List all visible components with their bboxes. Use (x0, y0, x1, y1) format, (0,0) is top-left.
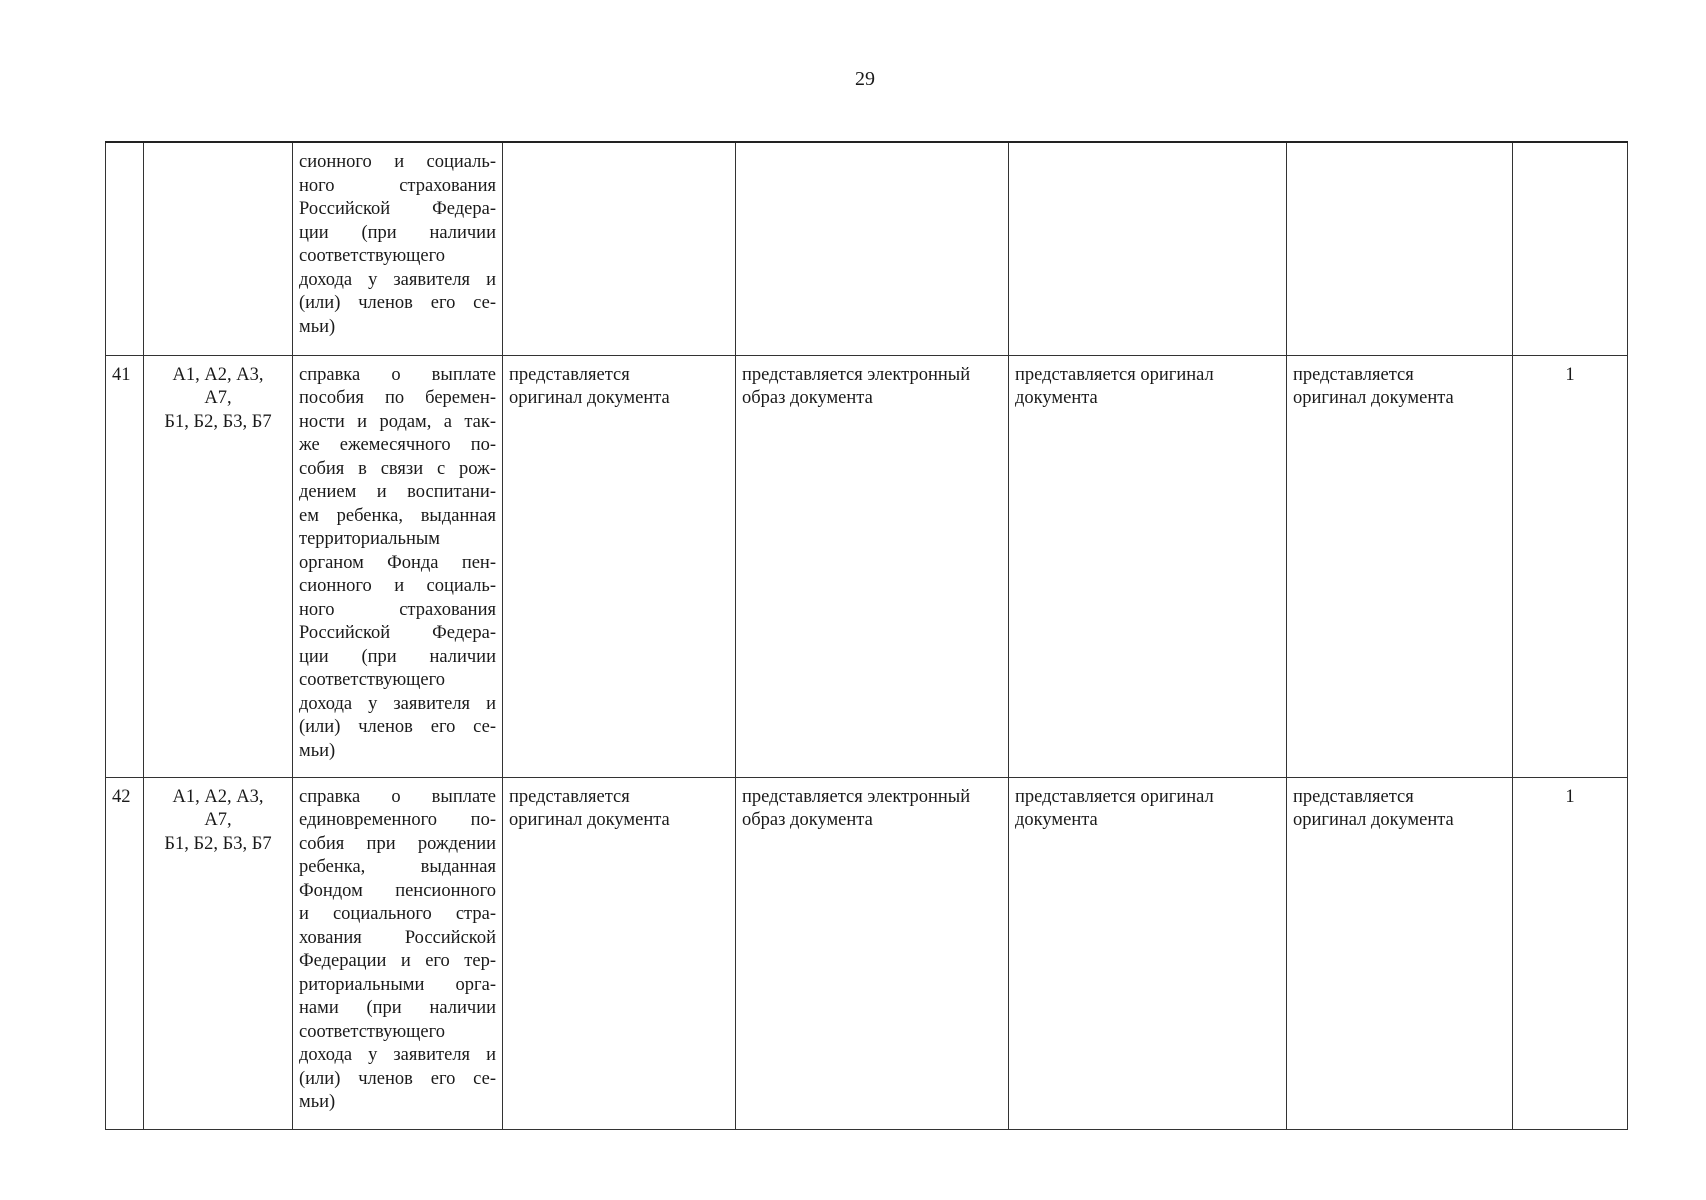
table-row (106, 142, 1628, 355)
row-number-cell: 41 (106, 355, 144, 777)
cell-text-line: представляется (1293, 786, 1414, 807)
cell-text-line: нами (при наличии (299, 998, 496, 1018)
cell-text-line: А1, А2, А3, (172, 364, 264, 385)
cell-text-line: оригинал документа (509, 388, 670, 408)
cell-text-line: мьи) (299, 1092, 336, 1112)
document-description-cell (293, 355, 503, 777)
quantity-cell (1513, 142, 1628, 355)
submission-method-cell (736, 355, 1009, 777)
table-row (106, 777, 1628, 1129)
cell-text-line: мьи) (299, 316, 336, 337)
document-description-cell (293, 142, 503, 355)
cell-text-line: ции (при наличии (299, 646, 496, 667)
cell-text-line: оригинал документа (1293, 388, 1454, 408)
table-row (106, 355, 1628, 777)
cell-text-line: представляется электронный (742, 786, 971, 807)
cell-text-line: собия при рождении (299, 833, 496, 854)
cell-text-line: риториальными орга- (299, 974, 496, 995)
cell-text-line: Б1, Б2, Б3, Б7 (164, 411, 272, 432)
submission-method-cell (736, 777, 1009, 1129)
cell-text-line: представляется (1293, 364, 1414, 385)
cell-text-line: справка о выплате (299, 786, 496, 807)
submission-method-cell (1009, 142, 1287, 355)
submission-method-cell (503, 142, 736, 355)
documents-table (105, 141, 1628, 1130)
cell-text-line: Российской Федера- (299, 199, 496, 219)
cell-text-line: дохода у заявителя и (299, 693, 496, 714)
cell-text-line: справка о выплате (299, 364, 496, 385)
cell-text-line: ребенка, выданная (299, 857, 496, 877)
cell-text-line: пособия по беремен- (299, 388, 496, 408)
category-codes-cell (144, 355, 293, 777)
cell-text-line: документа (1015, 388, 1098, 408)
submission-method-cell (1009, 355, 1287, 777)
cell-text-line: сионного и социаль- (299, 576, 496, 596)
cell-text-line: представляется оригинал (1015, 364, 1214, 385)
cell-text-line: Б1, Б2, Б3, Б7 (164, 833, 272, 854)
cell-text-line: (или) членов его се- (299, 717, 496, 737)
cell-text-line: образ документа (742, 388, 873, 408)
submission-method-cell (503, 355, 736, 777)
submission-method-cell (1287, 142, 1513, 355)
cell-text-line: единовременного по- (299, 810, 496, 830)
cell-text-line: мьи) (299, 740, 336, 761)
cell-text-line: Федерации и его тер- (299, 951, 496, 971)
cell-text-line: образ документа (742, 810, 873, 830)
category-codes-cell (144, 142, 293, 355)
cell-text-line: ем ребенка, выданная (299, 505, 496, 526)
cell-text-line: оригинал документа (1293, 810, 1454, 830)
cell-text-line: ного страхования (299, 599, 496, 620)
cell-text-line: представляется электронный (742, 364, 971, 385)
document-description-cell (293, 777, 503, 1129)
cell-text-line: ного страхования (299, 175, 496, 196)
cell-text-line: (или) членов его се- (299, 1068, 496, 1089)
cell-text-line: дохода у заявителя и (299, 269, 496, 290)
row-number-cell: 42 (106, 777, 144, 1129)
cell-text-line: соответствующего (299, 1021, 446, 1042)
page-number: 29 (855, 68, 875, 90)
row-number-cell (106, 142, 144, 355)
submission-method-cell (736, 142, 1009, 355)
submission-method-cell (1287, 777, 1513, 1129)
cell-text-line: ции (при наличии (299, 222, 496, 243)
cell-text-line: ности и родам, а так- (299, 411, 496, 432)
cell-text-line: представляется оригинал (1015, 786, 1214, 807)
cell-text-line: хования Российской (299, 927, 496, 948)
submission-method-cell (503, 777, 736, 1129)
cell-text-line: А1, А2, А3, (172, 786, 264, 807)
cell-text-line: соответствующего (299, 670, 446, 690)
cell-text-line: Российской Федера- (299, 623, 496, 643)
submission-method-cell (1287, 355, 1513, 777)
cell-text-line: органом Фонда пен- (299, 552, 496, 573)
cell-text-line: соответствующего (299, 246, 446, 266)
cell-text-line: и социального стра- (299, 904, 496, 924)
cell-text-line: сионного и социаль- (299, 152, 496, 172)
cell-text-line: дохода у заявителя и (299, 1045, 496, 1065)
cell-text-line: представляется (509, 364, 630, 385)
cell-text-line: территориальным (299, 529, 441, 549)
cell-text-line: Фондом пенсионного (299, 880, 496, 901)
cell-text-line: дением и воспитани- (299, 482, 496, 502)
quantity-cell: 1 (1513, 777, 1628, 1129)
cell-text-line: представляется (509, 786, 630, 807)
cell-text-line: оригинал документа (509, 810, 670, 830)
cell-text-line: документа (1015, 810, 1098, 830)
cell-text-line: собия в связи с рож- (299, 458, 496, 479)
cell-text-line: А7, (204, 810, 232, 830)
quantity-cell: 1 (1513, 355, 1628, 777)
submission-method-cell (1009, 777, 1287, 1129)
cell-text-line: А7, (204, 388, 232, 408)
cell-text-line: (или) членов его се- (299, 293, 496, 313)
category-codes-cell (144, 777, 293, 1129)
cell-text-line: же ежемесячного по- (299, 435, 496, 455)
